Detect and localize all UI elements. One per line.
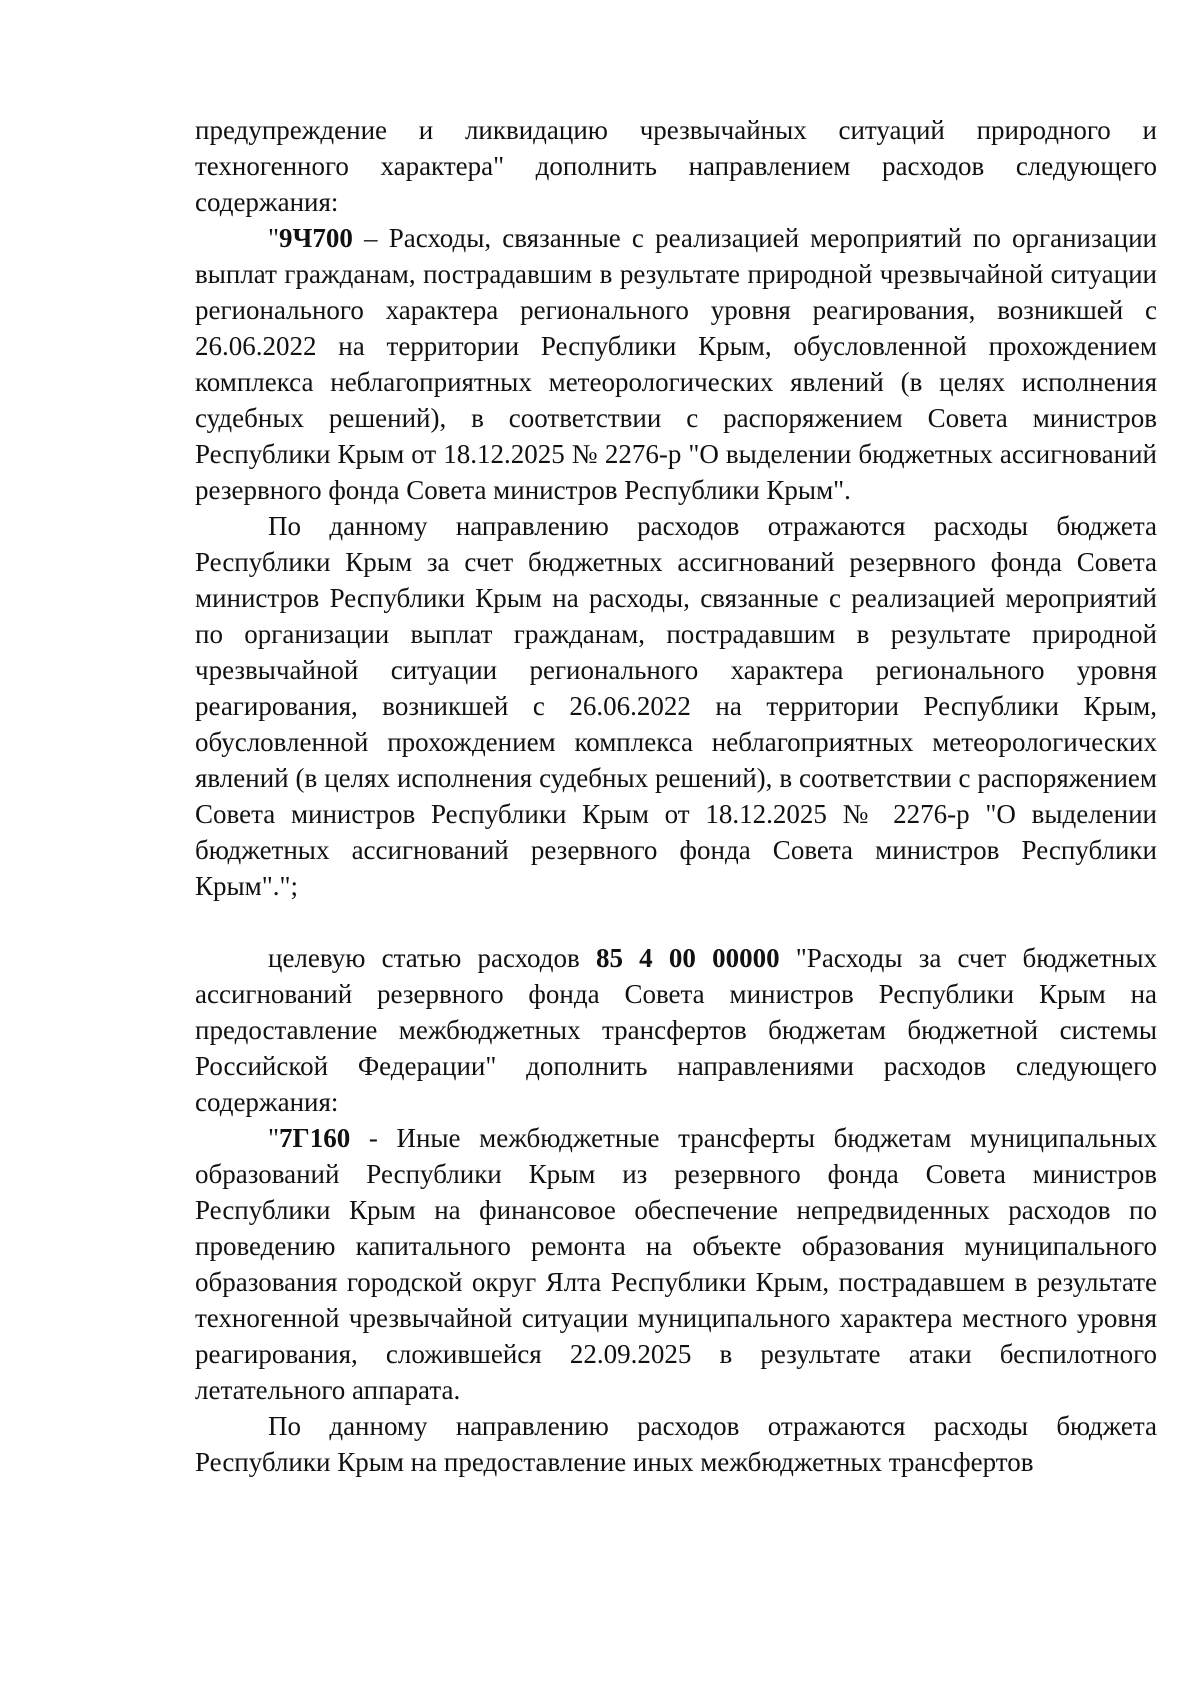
opening-quote: " (268, 223, 280, 253)
paragraph-code-7g160 (195, 1120, 1157, 1408)
paragraph-target-article (195, 940, 1157, 1120)
paragraph-explanation-2: По данному направлению расходов отражаются расходы бюджета Республики Крым на предоставление иных межбюджетных трансфертов (195, 1411, 1157, 1477)
paragraph-continuation: предупреждение и ликвидацию чрезвычайных ситуаций природного и техногенного характера" дополнить направлением расходов следующего содержания: (195, 115, 1157, 217)
target-article-code: 85 4 00 00000 (595, 943, 780, 973)
document-page (195, 112, 1157, 1480)
paragraph-text: – Расходы, связанные с реализацией мероприятий по организации выплат гражданам, пострадавшим в результате природной чрезвычайной ситуации регионального характера регионального уровня реагирования, возникшей с 26.06.2022 на территории Республики Крым, обусловленной прохождением комплекса неблагоприятных метеорологических явлений (в целях исполнения судебных решений), в соответствии с распоряжением Совета министров Республики Крым от 18.12.2025 № 2276-р "О выделении бюджетных ассигнований резервного фонда Совета министров Республики Крым". (195, 223, 1157, 505)
paragraph-text-after: "Расходы за счет бюджетных ассигнований резервного фонда Совета министров Республики Крым на предоставление межбюджетных трансфертов бюджетам бюджетной системы Российской Федерации" дополнить направлениями расходов следующего содержания: (195, 943, 1158, 1117)
opening-quote: " (268, 1123, 280, 1153)
paragraph-explanation-1: По данному направлению расходов отражаются расходы бюджета Республики Крым за счет бюджетных ассигнований резервного фонда Совета министров Республики Крым на расходы, связанные с реализацией мероприятий по организации выплат гражданам, пострадавшим в результате природной чрезвычайной ситуации регионального характера регионального уровня реагирования, возникшей с 26.06.2022 на территории Республики Крым, обусловленной прохождением комплекса неблагоприятных метеорологических явлений (в целях исполнения судебных решений), в соответствии с распоряжением Совета министров Республики Крым от 18.12.2025 № 2276-р "О выделении бюджетных ассигнований резервного фонда Совета министров Республики Крым"."; (195, 511, 1157, 901)
paragraph-text: - Иные межбюджетные трансферты бюджетам муниципальных образований Республики Крым из резервного фонда Совета министров Республики Крым на финансовое обеспечение непредвиденных расходов по проведению капитального ремонта на объекте образования муниципального образования городской округ Ялта Республики Крым, пострадавшем в результате техногенной чрезвычайной ситуации муниципального характера местного уровня реагирования, сложившейся 22.09.2025 в результате атаки беспилотного летательного аппарата. (195, 1123, 1157, 1405)
expense-code: 7Г160 (279, 1123, 351, 1153)
expense-code: 9Ч700 (279, 223, 353, 253)
paragraph-text-before: целевую статью расходов (268, 943, 596, 973)
paragraph-gap (195, 904, 1157, 940)
paragraph-code-9ch700 (195, 220, 1157, 508)
